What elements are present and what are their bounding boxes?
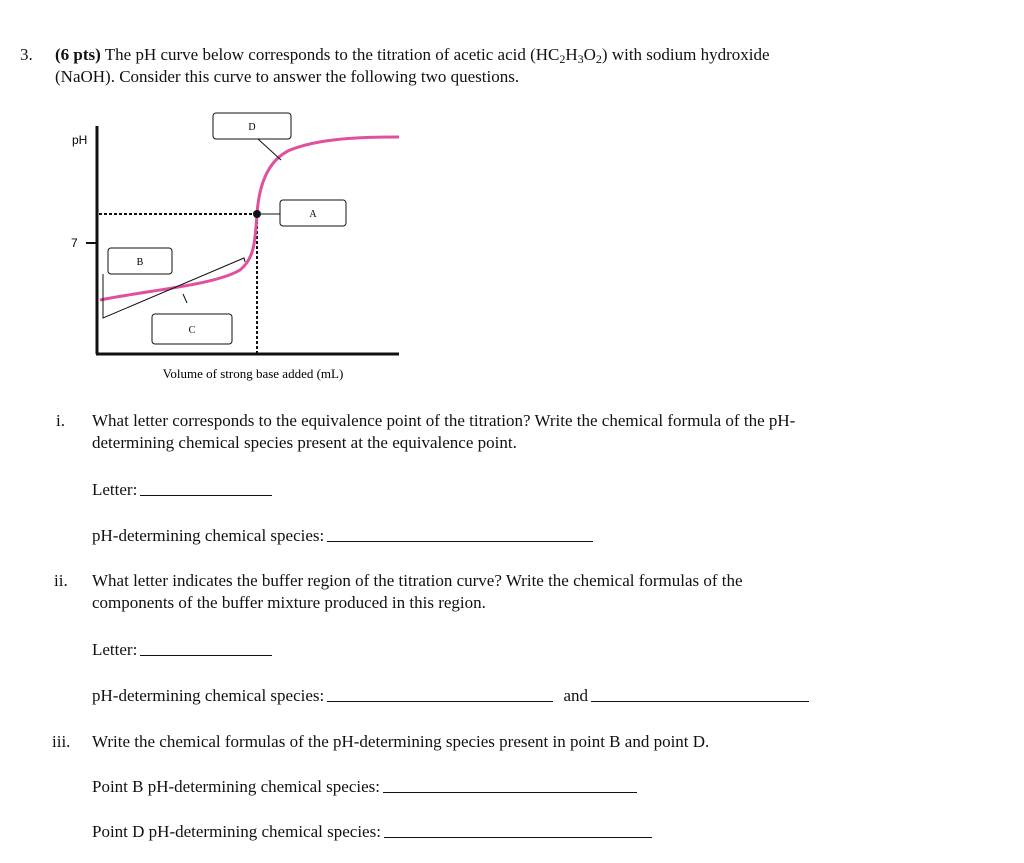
part-ii-species-blank-2[interactable] xyxy=(591,687,809,702)
label-c: C xyxy=(188,325,196,336)
label-b: B xyxy=(136,257,144,268)
y-axis-label: pH xyxy=(72,133,88,147)
question-intro-a: The pH curve below corresponds to the titration of acetic acid (HC xyxy=(104,45,560,64)
question-intro-b: ) with sodium hydroxide xyxy=(601,45,770,64)
formula-subscript: 3 xyxy=(577,52,584,66)
part-ii-letter-row xyxy=(92,639,272,661)
part-ii-species-blank-1[interactable] xyxy=(327,687,553,702)
part-ii-species-row xyxy=(92,685,809,707)
formula-subscript: 2 xyxy=(559,52,566,66)
part-iii-point-b-row xyxy=(92,776,637,798)
formula-part: O xyxy=(583,45,596,64)
part-i-species-row xyxy=(92,525,593,547)
part-ii-numeral: ii. xyxy=(54,571,68,590)
x-axis-label: Volume of strong base added (mL) xyxy=(162,366,344,381)
part-ii-and-label: and xyxy=(563,686,589,705)
titration-graph xyxy=(0,100,460,390)
formula-subscript: 2 xyxy=(595,52,602,66)
label-a: A xyxy=(309,209,317,220)
part-i-letter-row xyxy=(92,479,272,501)
part-iii-point-b-blank[interactable] xyxy=(383,778,637,793)
part-iii-point-d-label: Point D pH-determining chemical species: xyxy=(92,822,381,841)
part-i-line2: determining chemical species present at the equivalence point. xyxy=(92,433,517,452)
part-i-species-label: pH-determining chemical species: xyxy=(92,526,325,545)
part-ii-line2: components of the buffer mixture produced in this region. xyxy=(92,593,486,612)
question-points: (6 pts) xyxy=(55,45,101,64)
question-intro-line1 xyxy=(55,44,770,66)
question-intro-line2: (NaOH). Consider this curve to answer the following two questions. xyxy=(55,67,520,86)
part-iii-point-b-label: Point B pH-determining chemical species: xyxy=(92,777,380,796)
y-tick-label: 7 xyxy=(71,236,78,250)
label-d-pointer xyxy=(258,139,281,160)
part-ii-letter-label: Letter: xyxy=(92,640,138,659)
formula-part: H xyxy=(565,45,578,64)
part-i-letter-label: Letter: xyxy=(92,480,138,499)
titration-curve xyxy=(100,137,399,300)
equivalence-point-marker xyxy=(253,210,261,218)
part-i-species-blank[interactable] xyxy=(327,527,593,542)
label-d: D xyxy=(248,122,256,133)
part-i-numeral: i. xyxy=(56,411,65,430)
part-ii-line1: What letter indicates the buffer region of the titration curve? Write the chemical formulas of the xyxy=(92,571,743,590)
part-iii-point-d-blank[interactable] xyxy=(384,823,652,838)
part-i-line1: What letter corresponds to the equivalence point of the titration? Write the chemical formula of the pH- xyxy=(92,411,796,430)
part-iii-line1: Write the chemical formulas of the pH-determining species present in point B and point D. xyxy=(92,732,710,751)
question-number: 3. xyxy=(20,45,33,64)
bracket-pointer xyxy=(183,294,187,303)
part-iii-numeral: iii. xyxy=(52,732,71,751)
part-ii-species-label: pH-determining chemical species: xyxy=(92,686,325,705)
part-ii-letter-blank[interactable] xyxy=(140,641,272,656)
part-i-letter-blank[interactable] xyxy=(140,481,272,496)
part-iii-point-d-row xyxy=(92,821,652,843)
